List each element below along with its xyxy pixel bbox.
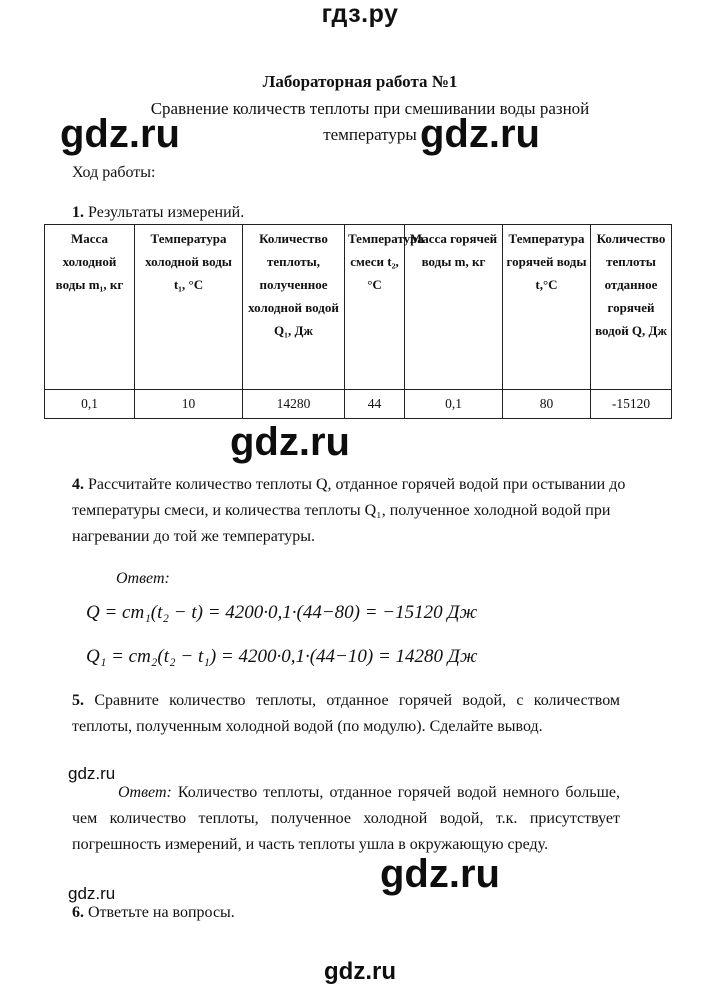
answer-label: Ответ: — [116, 570, 170, 587]
step-1 — [72, 200, 244, 226]
formula-q1: Q₁ = cm₂(t₂ − t₁) = 4200·0,1·(44−10) = 14280 Дж — [86, 646, 478, 667]
answer-5 — [72, 780, 620, 858]
table-cell: 14280 — [243, 390, 345, 419]
table-header-cell: Количество теплоты отданное горячей водой Q, Дж — [591, 225, 672, 390]
step-text: Рассчитайте количество теплоты Q, отданное горячей водой при остывании до температуры смеси, и количества теплоты Q₁, полученное холодной водой при нагревании до той же температуры. — [72, 476, 626, 545]
watermark-bottom: gdz.ru — [324, 958, 396, 985]
progress-label: Ход работы: — [72, 164, 156, 181]
step-6 — [72, 900, 235, 926]
step-text: Результаты измерений. — [88, 204, 245, 221]
watermark: gdz.ru — [230, 420, 350, 464]
step-text: Ответьте на вопросы. — [88, 904, 235, 921]
page-title: Лабораторная работа №1 — [262, 72, 458, 91]
answer-text: Количество теплоты, отданное горячей водой немного больше, чем количество теплоты, полученное холодной водой, т.к. присутствует погрешность измерений, и часть теплоты ушла в окружающую среду. — [72, 784, 620, 853]
step-number: 6. — [72, 904, 84, 921]
formula-q: Q = cm₁(t₂ − t) = 4200·0,1·(44−80) = −15120 Дж — [86, 602, 478, 623]
step-number: 1. — [72, 204, 84, 221]
table-cell: 10 — [135, 390, 243, 419]
table-cell: 80 — [503, 390, 591, 419]
table-header-cell: Температура холодной воды t₁, °C — [135, 225, 243, 390]
table-cell: 0,1 — [45, 390, 135, 419]
table-header-cell: Температура горячей воды t,°C — [503, 225, 591, 390]
table-header-cell: Масса холодной воды m₁, кг — [45, 225, 135, 390]
answer-label: Ответ: — [118, 784, 172, 801]
watermark: gdz.ru — [420, 112, 540, 156]
table-header-cell: Масса горячей воды m, кг — [405, 225, 503, 390]
watermark: gdz.ru — [380, 852, 500, 896]
measurements-table — [44, 224, 672, 419]
site-logo-top: гдз.ру — [321, 0, 399, 28]
watermark: gdz.ru — [60, 112, 180, 156]
step-4 — [72, 472, 632, 550]
table-row — [45, 390, 672, 419]
step-text: Сравните количество теплоты, отданное горячей водой, с количеством теплоты, полученным холодной водой (по модулю). Сделайте вывод. — [72, 692, 621, 735]
table-header-row — [45, 225, 672, 390]
step-5 — [72, 688, 620, 740]
table-cell: 44 — [345, 390, 405, 419]
step-number: 5. — [72, 692, 84, 709]
watermark: gdz.ru — [68, 764, 116, 783]
page-subtitle: Сравнение количеств теплоты при смешивании воды разной температуры — [150, 99, 590, 144]
table-header-cell: Количество теплоты, полученное холодной водой Q₁, Дж — [243, 225, 345, 390]
table-cell: -15120 — [591, 390, 672, 419]
table-cell: 0,1 — [405, 390, 503, 419]
table-header-cell: Температура смеси t₂, °C — [345, 225, 405, 390]
step-number: 4. — [72, 476, 84, 493]
watermark: gdz.ru — [68, 884, 116, 903]
